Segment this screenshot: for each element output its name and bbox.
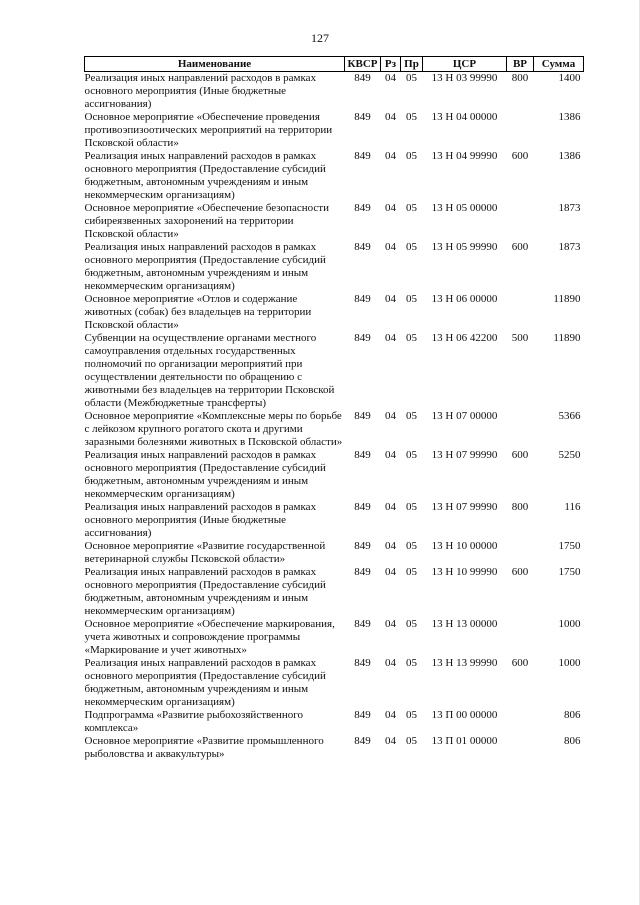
cell-csr: 13 Н 07 00000: [431, 410, 498, 422]
table-row: [85, 150, 584, 202]
cell-kvsr: 849: [354, 735, 371, 747]
cell-pr: 05: [406, 293, 417, 305]
table-row: [85, 202, 584, 241]
cell-csr: 13 Н 06 42200: [431, 332, 498, 344]
cell-name: Подпрограмма «Развитие рыбохозяйственного комплекса»: [84, 709, 304, 734]
cell-vr: 600: [511, 150, 529, 162]
cell-sum: 11890: [553, 293, 581, 305]
cell-sum: 1873: [558, 202, 581, 214]
cell-name: Субвенции на осуществление органами местного самоуправления отдельных государственных полномочий по организации мероприятий при осуществлении деятельности по обращению с животными без владельцев на территории Псковской области (Межбюджетные трансферты): [84, 332, 335, 409]
cell-vr: 600: [511, 657, 529, 669]
cell-name: Реализация иных направлений расходов в рамках основного мероприятия (Предоставление субсидий бюджетным, автономным учреждениям и иным некоммерческим организациям): [84, 566, 326, 617]
cell-rz: 04: [385, 618, 396, 630]
cell-csr: 13 Н 07 99990: [431, 501, 498, 513]
cell-sum: 1750: [558, 540, 581, 552]
cell-name: Реализация иных направлений расходов в рамках основного мероприятия (Предоставление субсидий бюджетным, автономным учреждениям и иным некоммерческим организациям): [84, 150, 326, 201]
cell-csr: 13 Н 13 00000: [431, 618, 498, 630]
cell-name: Основное мероприятие «Развитие промышленного рыболовства и аквакультуры»: [84, 735, 324, 760]
cell-vr: 600: [511, 449, 529, 461]
cell-name: Основное мероприятие «Комплексные меры по борьбе с лейкозом крупного рогатого скота и другими заразными болезнями животных в Псковской области»: [84, 410, 343, 448]
cell-kvsr: 849: [354, 111, 371, 123]
budget-table: [84, 56, 584, 761]
cell-vr: [507, 540, 534, 566]
cell-kvsr: 849: [354, 332, 371, 344]
table-row: [85, 241, 584, 293]
cell-name: Основное мероприятие «Обеспечение проведения противоэпизоотических мероприятий на территории Псковской области»: [84, 111, 333, 149]
cell-kvsr: 849: [354, 150, 371, 162]
cell-csr: 13 Н 10 00000: [431, 540, 498, 552]
cell-vr: [507, 111, 534, 150]
cell-vr: 500: [511, 332, 529, 344]
cell-sum: 806: [564, 735, 581, 747]
cell-rz: 04: [385, 72, 396, 84]
cell-name: Реализация иных направлений расходов в рамках основного мероприятия (Предоставление субсидий бюджетным, автономным учреждениям и иным некоммерческим организациям): [84, 449, 326, 500]
cell-pr: 05: [406, 332, 417, 344]
header-rz: Рз: [381, 57, 401, 72]
cell-pr: 05: [406, 735, 417, 747]
cell-vr: [507, 410, 534, 449]
cell-name: Реализация иных направлений расходов в рамках основного мероприятия (Предоставление субсидий бюджетным, автономным учреждениям и иным некоммерческим организациям): [84, 241, 326, 292]
cell-csr: 13 П 01 00000: [431, 735, 498, 747]
cell-csr: 13 Н 13 99990: [431, 657, 498, 669]
table-row: [85, 332, 584, 410]
cell-kvsr: 849: [354, 501, 371, 513]
cell-csr: 13 П 00 00000: [431, 709, 498, 721]
table-row: [85, 540, 584, 566]
cell-sum: 1873: [558, 241, 581, 253]
cell-kvsr: 849: [354, 540, 371, 552]
page-number: 127: [311, 31, 329, 45]
cell-sum: 5366: [558, 410, 581, 422]
table-row: [85, 566, 584, 618]
cell-sum: 1386: [558, 111, 581, 123]
cell-kvsr: 849: [354, 657, 371, 669]
cell-pr: 05: [406, 72, 417, 84]
cell-sum: 1000: [558, 657, 581, 669]
cell-kvsr: 849: [354, 566, 371, 578]
cell-sum: 1750: [558, 566, 581, 578]
cell-pr: 05: [406, 410, 417, 422]
cell-sum: 1400: [558, 72, 581, 84]
cell-rz: 04: [385, 735, 396, 747]
cell-kvsr: 849: [354, 410, 371, 422]
header-sum: Сумма: [534, 57, 584, 72]
cell-sum: 1386: [558, 150, 581, 162]
cell-sum: 5250: [558, 449, 581, 461]
header-csr: ЦСР: [423, 57, 507, 72]
table-header-row: [85, 57, 584, 72]
cell-kvsr: 849: [354, 449, 371, 461]
cell-vr: 600: [511, 566, 529, 578]
cell-rz: 04: [385, 202, 396, 214]
table-row: [85, 657, 584, 709]
cell-pr: 05: [406, 501, 417, 513]
cell-name: Реализация иных направлений расходов в рамках основного мероприятия (Предоставление субсидий бюджетным, автономным учреждениям и иным некоммерческим организациям): [84, 657, 326, 708]
cell-sum: 11890: [553, 332, 581, 344]
header-kvsr: КВСР: [345, 57, 381, 72]
cell-pr: 05: [406, 202, 417, 214]
header-vr: ВР: [507, 57, 534, 72]
table-row: [85, 709, 584, 735]
table-row: [85, 72, 584, 112]
cell-kvsr: 849: [354, 202, 371, 214]
table-row: [85, 410, 584, 449]
cell-sum: 116: [564, 501, 581, 513]
cell-vr: 600: [511, 241, 529, 253]
cell-kvsr: 849: [354, 618, 371, 630]
cell-pr: 05: [406, 618, 417, 630]
cell-csr: 13 Н 06 00000: [431, 293, 498, 305]
cell-kvsr: 849: [354, 293, 371, 305]
cell-vr: 800: [511, 72, 529, 84]
cell-csr: 13 Н 05 00000: [431, 202, 498, 214]
header-pr: Пр: [401, 57, 423, 72]
cell-rz: 04: [385, 332, 396, 344]
cell-rz: 04: [385, 150, 396, 162]
cell-kvsr: 849: [354, 72, 371, 84]
cell-vr: 800: [511, 501, 529, 513]
table-body: [85, 72, 584, 762]
cell-name: Основное мероприятие «Отлов и содержание животных (собак) без владельцев на территории Псковской области»: [84, 293, 312, 331]
cell-name: Основное мероприятие «Развитие государственной ветеринарной службы Псковской области»: [84, 540, 326, 565]
cell-pr: 05: [406, 111, 417, 123]
header-name: Наименование: [85, 57, 345, 72]
cell-name: Основное мероприятие «Обеспечение маркирования, учета животных и сопровождение программы «Маркирование и учет животных»: [84, 618, 335, 656]
cell-pr: 05: [406, 540, 417, 552]
cell-csr: 13 Н 07 99990: [431, 449, 498, 461]
cell-rz: 04: [385, 501, 396, 513]
cell-rz: 04: [385, 111, 396, 123]
cell-vr: [507, 202, 534, 241]
cell-rz: 04: [385, 241, 396, 253]
table-row: [85, 449, 584, 501]
cell-rz: 04: [385, 449, 396, 461]
cell-pr: 05: [406, 657, 417, 669]
cell-csr: 13 Н 04 99990: [431, 150, 498, 162]
cell-csr: 13 Н 10 99990: [431, 566, 498, 578]
table-row: [85, 293, 584, 332]
cell-pr: 05: [406, 566, 417, 578]
cell-rz: 04: [385, 709, 396, 721]
cell-kvsr: 849: [354, 241, 371, 253]
cell-sum: 806: [564, 709, 581, 721]
cell-vr: [507, 735, 534, 761]
cell-rz: 04: [385, 566, 396, 578]
cell-name: Реализация иных направлений расходов в рамках основного мероприятия (Иные бюджетные ассигнования): [84, 501, 317, 539]
cell-name: Основное мероприятие «Обеспечение безопасности сибиреязвенных захоронений на территории Псковской области»: [84, 202, 329, 240]
table-row: [85, 618, 584, 657]
cell-rz: 04: [385, 293, 396, 305]
cell-sum: 1000: [558, 618, 581, 630]
cell-csr: 13 Н 04 00000: [431, 111, 498, 123]
cell-vr: [507, 709, 534, 735]
cell-vr: [507, 293, 534, 332]
cell-csr: 13 Н 05 99990: [431, 241, 498, 253]
cell-rz: 04: [385, 410, 396, 422]
table-row: [85, 735, 584, 761]
cell-kvsr: 849: [354, 709, 371, 721]
table-row: [85, 501, 584, 540]
table-row: [85, 111, 584, 150]
cell-pr: 05: [406, 241, 417, 253]
cell-pr: 05: [406, 449, 417, 461]
cell-vr: [507, 618, 534, 657]
cell-rz: 04: [385, 657, 396, 669]
cell-pr: 05: [406, 150, 417, 162]
cell-name: Реализация иных направлений расходов в рамках основного мероприятия (Иные бюджетные ассигнования): [84, 72, 317, 110]
cell-csr: 13 Н 03 99990: [431, 72, 498, 84]
cell-rz: 04: [385, 540, 396, 552]
cell-pr: 05: [406, 709, 417, 721]
